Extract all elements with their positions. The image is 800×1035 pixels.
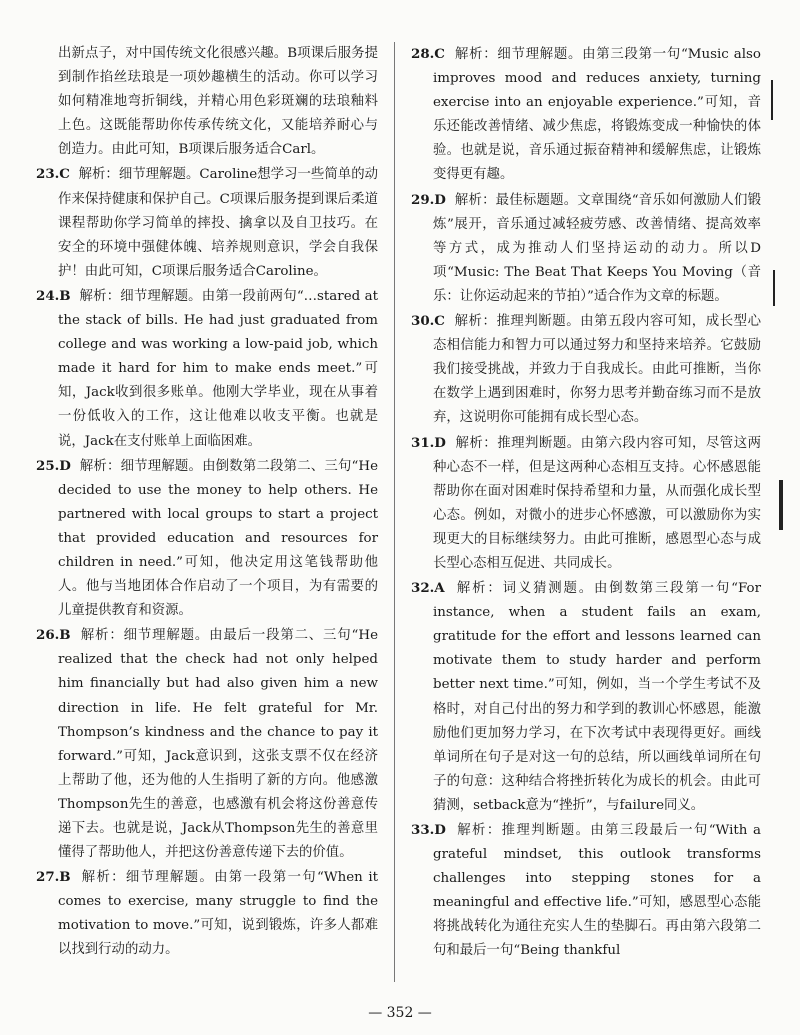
item-explanation: 解析：细节理解题。由第一段第一句“When it comes to exercise, many struggle to find the motivation to move.”可知，说到锻炼，许多人都难以找到行动的动力。 — [58, 870, 379, 958]
item-number: 32. — [411, 580, 435, 597]
item-number: 24. — [36, 287, 60, 304]
item-explanation: 解析：最佳标题题。文章围绕“音乐如何激励人们锻炼”展开，音乐通过减轻疲劳感、改善情绪、提高效率等方式，成为推动人们坚持运动的动力。所以D项“Music: The Beat That Keeps You Moving（音乐：让你运动起来的节拍）”适合作为文章的标题。 — [433, 192, 761, 304]
item-answer: C — [434, 46, 445, 62]
item-number: 25. — [36, 457, 60, 474]
item-answer: B — [59, 869, 71, 886]
item-number: 26. — [36, 627, 60, 644]
item-number: 29. — [411, 191, 435, 208]
item-answer: D — [434, 822, 446, 838]
answer-item-24 — [36, 284, 378, 454]
answer-item-33 — [411, 818, 761, 964]
answer-item-28 — [411, 42, 761, 188]
answer-item-31 — [411, 431, 761, 577]
column-divider — [394, 42, 395, 982]
item-explanation: 解析：细节理解题。由第三段第一句“Music also improves mood and reduces anxiety, turning exercise into an enjoyable experience.”可知，音乐还能改善情绪、减少焦虑，将锻炼变成一种愉快的体验。也就是说，音乐通过振奋精神和缓解焦虑，让锻炼变得更有趣。 — [433, 47, 761, 183]
left-column — [36, 42, 378, 963]
item-number: 33. — [411, 822, 435, 838]
scan-mark — [773, 270, 775, 306]
item-explanation: 解析：推理判断题。由第五段内容可知，成长型心态相信能力和智力可以通过努力和坚持来培养。它鼓励我们接受挑战，并致力于自我成长。由此可推断，当你在数学上遇到困难时，你努力思考并勤奋练习而不是放弃，这说明你可能拥有成长型心态。 — [433, 314, 761, 426]
item-answer: B — [59, 627, 71, 644]
scan-mark — [779, 480, 783, 530]
item-number: 28. — [411, 46, 435, 62]
item-explanation: 解析：细节理解题。由倒数第二段第二、三句“He decided to use the money to help others. He partnered with local groups to start a project that provided education and resources for children in need.”可知，他决定用这笔钱帮助他人。他与当地团体合作启动了一个项目，为有需要的儿童提供教育和资源。 — [58, 458, 378, 619]
item-answer: D — [59, 457, 71, 474]
answer-item-27 — [36, 865, 378, 962]
page-number: — 352 — — [368, 1005, 432, 1021]
item-answer: C — [434, 313, 445, 330]
answer-item-32 — [411, 576, 761, 818]
item-answer: C — [59, 166, 70, 183]
continued-explanation: 出新点子，对中国传统文化很感兴趣。B项课后服务提到制作掐丝珐琅是一项妙趣横生的活动。你可以学习如何精准地弯折铜线，并精心用色彩斑斓的珐琅釉料上色。这既能帮助你传承传统文化，又能培养耐心与创造力。由此可知，B项课后服务适合Carl。 — [58, 46, 378, 158]
answer-item-23 — [36, 162, 378, 283]
item-explanation: 解析：细节理解题。由最后一段第二、三句“He realized that the check had not only helped him financially but had also given him a new direction in life. He felt grateful for Mr. Thompson’s kindness and the chance to pay it forward.”可知，Jack意识到，这张支票不仅在经济上帮助了他，还为他的人生指明了新的方向。他感激Thompson先生的善意，也感激有机会将这份善意传递下去。也就是说，Jack从Thompson先生的善意里懂得了帮助他人，并把这份善意传递下去的价值。 — [58, 628, 378, 861]
item-explanation: 解析：细节理解题。Caroline想学习一些简单的动作来保持健康和保护自己。C项课后服务提到课后柔道课程帮助你学习简单的摔投、擒拿以及自卫技巧。在安全的环境中强健体魄、培养规则意识，学会自我保护！由此可知，C项课后服务适合Caroline。 — [58, 167, 379, 279]
answer-item-29 — [411, 188, 761, 309]
item-answer: D — [434, 434, 446, 451]
right-column — [411, 42, 761, 964]
item-explanation: 解析：推理判断题。由第六段内容可知，尽管这两种心态不一样，但是这两种心态相互支持。心怀感恩能帮助你在面对困难时保持希望和力量，从而强化成长型心态。例如，对微小的进步心怀感激，可以激励你为实现更大的目标继续努力。由此可推断，感恩型心态与成长型心态相互促进、共同成长。 — [433, 435, 762, 571]
scan-mark — [771, 80, 773, 120]
answer-item-26 — [36, 623, 378, 865]
item-answer: D — [434, 191, 446, 208]
item-number: 31. — [411, 434, 435, 451]
item-explanation: 解析：词义猜测题。由倒数第三段第一句“For instance, when a student fails an exam, gratitude for the effort and lessons learned can motivate them to study harder and perform better next time.”可知，例如，当一个学生考试不及格时，对自己付出的努力和学到的教训心怀感恩，能激励他们更加努力学习，在下次考试中表现得更好。画线单词所在句子是对这一句的总结，所以画线单词所在句子的句意：这种结合将挫折转化为成长的机会。由此可猜测，setback意为“挫折”，与failure同义。 — [433, 581, 761, 813]
item-explanation: 解析：细节理解题。由第一段前两句“…stared at the stack of bills. He had just graduated from college and was working a low-paid job, which made it hard for him to make ends meet.”可知，Jack收到很多账单。他刚大学毕业，现在从事着一份低收入的工作，这让他难以收支平衡。也就是说，Jack在支付账单上面临困难。 — [58, 288, 379, 449]
item-answer: B — [59, 287, 71, 304]
item-number: 27. — [36, 869, 60, 886]
item-explanation: 解析：推理判断题。由第三段最后一句“With a grateful mindset, this outlook transforms challenges into stepping stones for a meaningful and effective life.”可知，感恩型心态能将挑战转化为通往充实人生的垫脚石。再由第六段第二句和最后一句“Being thankful — [433, 823, 762, 959]
answer-item-30 — [411, 309, 761, 430]
answer-item-25 — [36, 454, 378, 624]
item-answer: A — [434, 580, 445, 597]
item-number: 23. — [36, 166, 60, 183]
item-number: 30. — [411, 313, 435, 330]
